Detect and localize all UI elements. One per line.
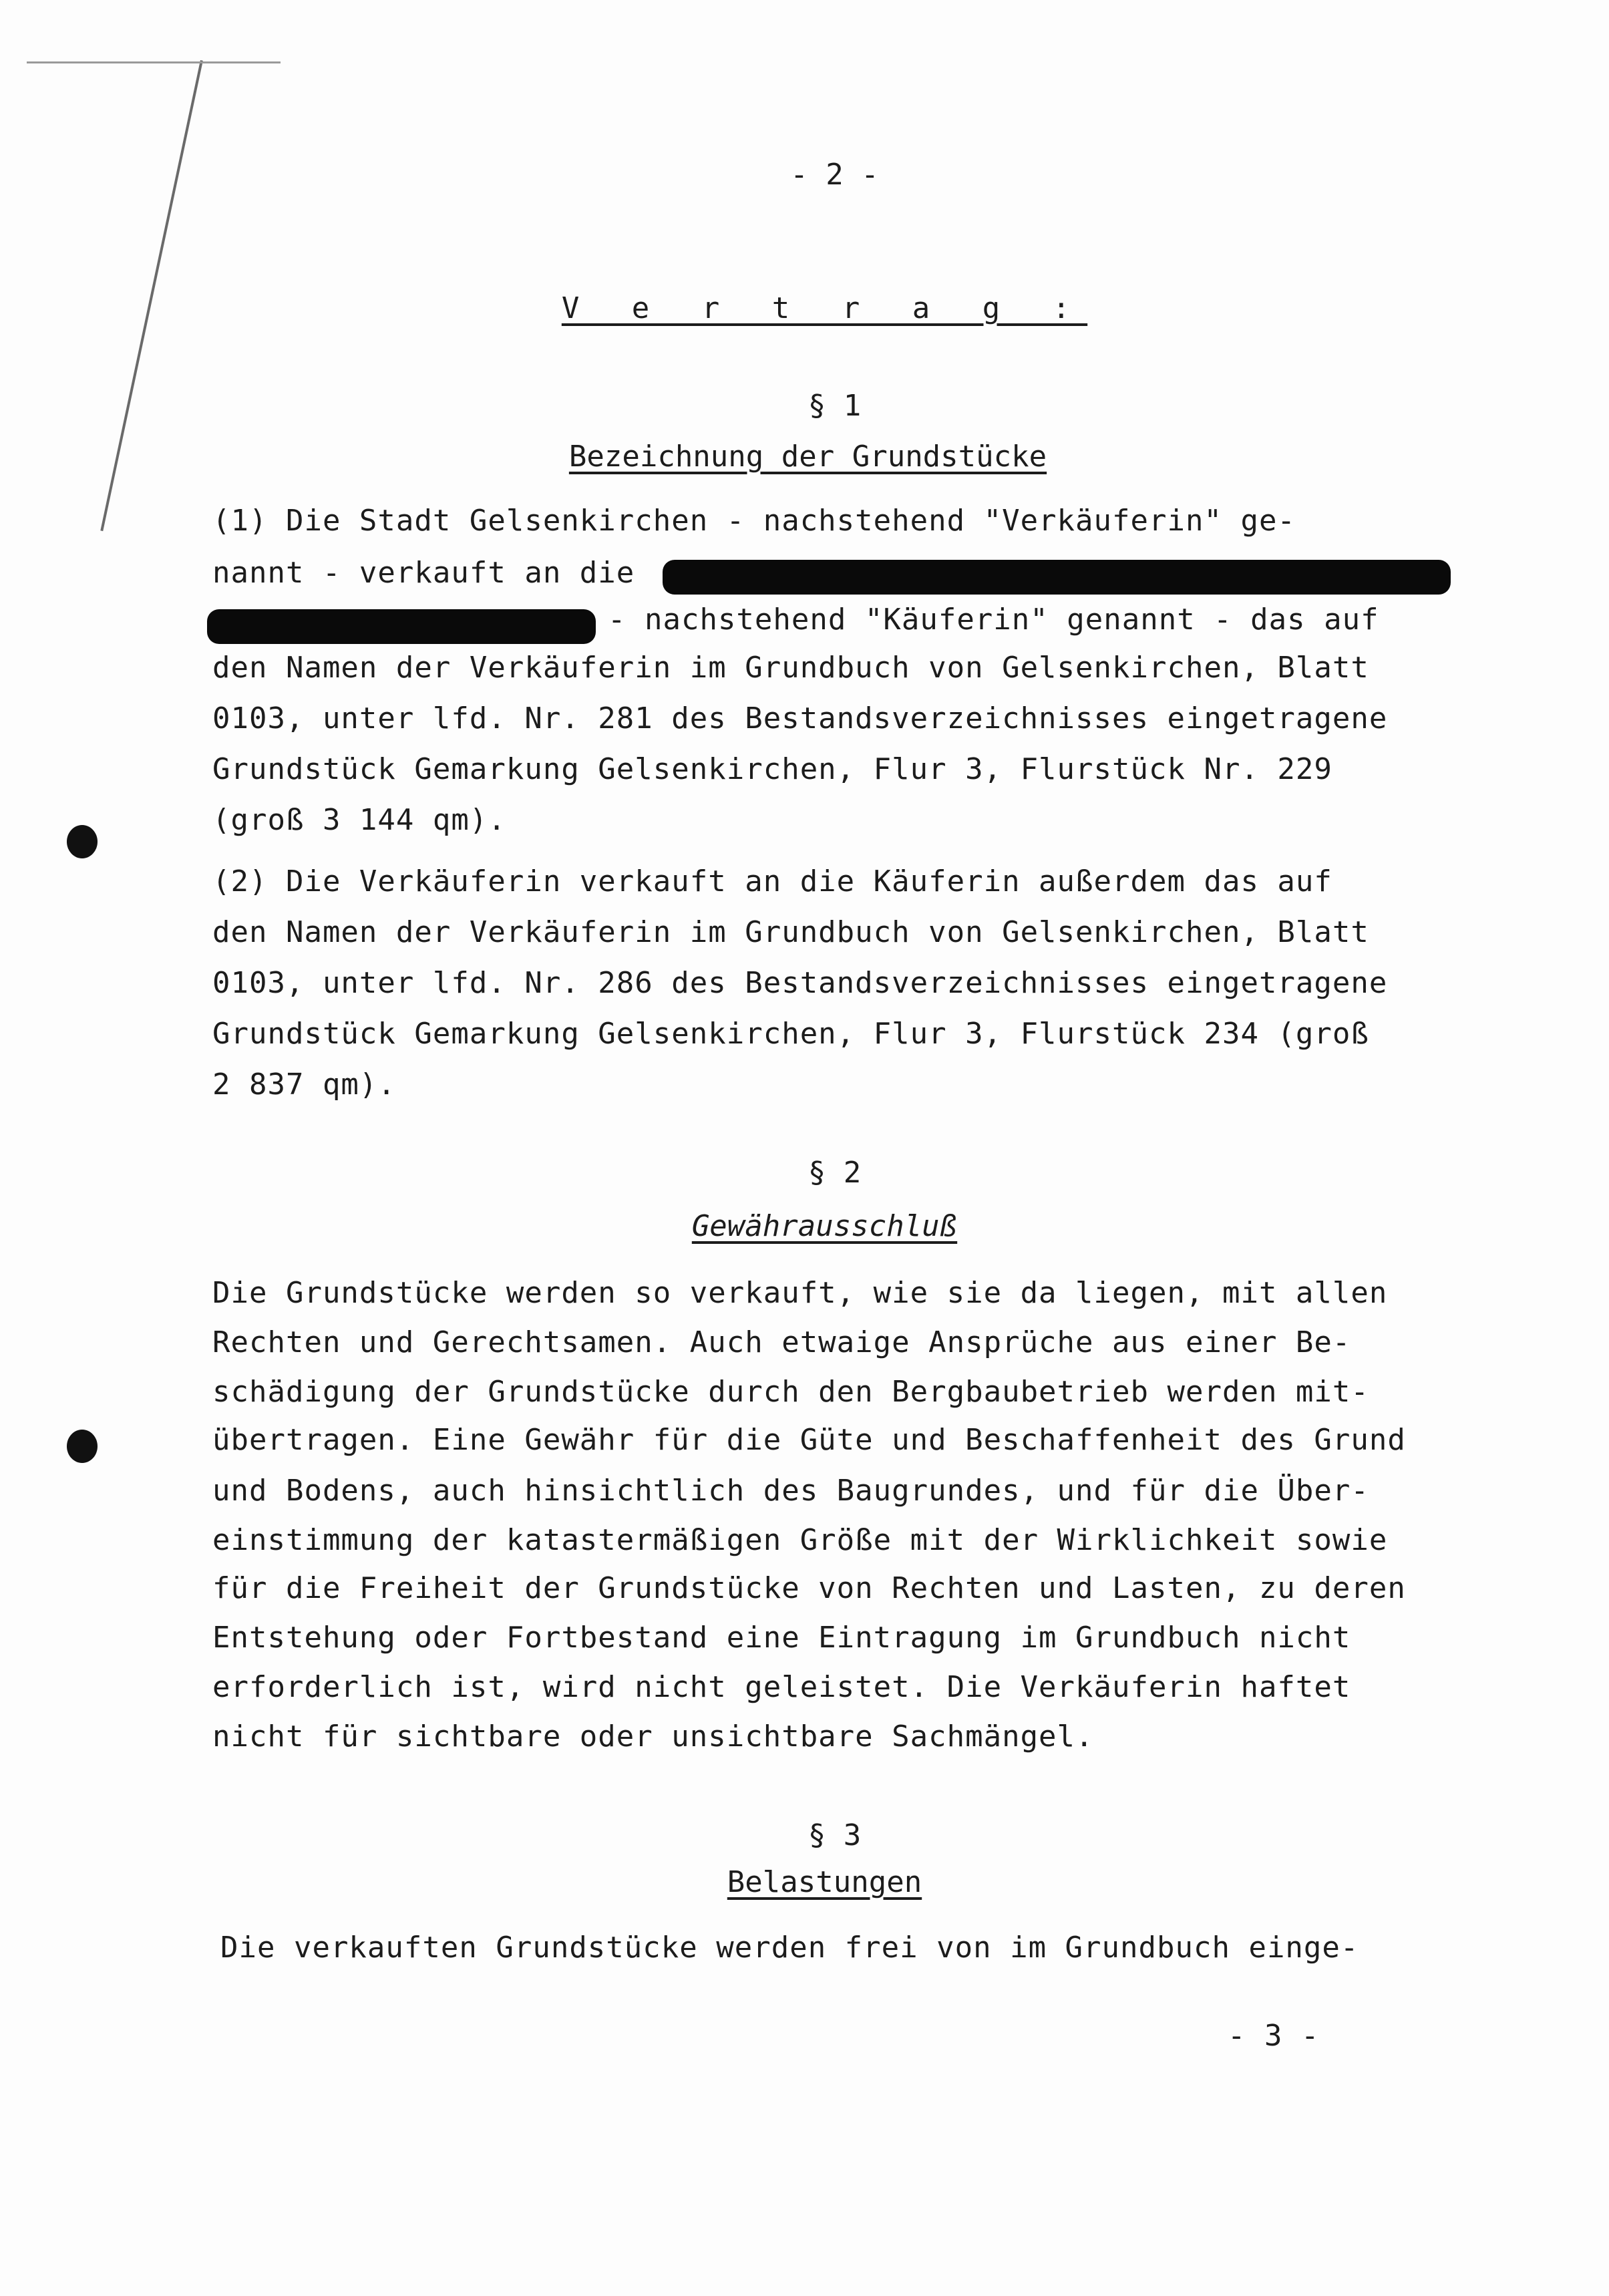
- section-1-line: Grundstück Gemarkung Gelsenkirchen, Flur 3, Flurstück 234 (groß: [212, 1017, 1369, 1051]
- section-1-line: (2) Die Verkäuferin verkauft an die Käuferin außerdem das auf: [212, 864, 1332, 898]
- section-2-number: § 2: [808, 1156, 862, 1190]
- section-3-number: § 3: [808, 1818, 862, 1852]
- section-1-line: 0103, unter lfd. Nr. 281 des Bestandsverzeichnisses eingetragene: [212, 701, 1388, 735]
- section-1-heading: Bezeichnung der Grundstücke: [568, 440, 1047, 474]
- section-2-line: und Bodens, auch hinsichtlich des Baugrundes, und für die Über-: [212, 1474, 1369, 1508]
- section-2-line: Die Grundstücke werden so verkauft, wie sie da liegen, mit allen: [212, 1276, 1388, 1310]
- section-2-line: schädigung der Grundstücke durch den Bergbaubetrieb werden mit-: [212, 1375, 1369, 1409]
- section-1-line: (1) Die Stadt Gelsenkirchen - nachstehend "Verkäuferin" ge-: [212, 504, 1296, 538]
- redaction-bar: [207, 609, 596, 644]
- scan-scratch-mark: [27, 61, 281, 63]
- redaction-bar: [663, 560, 1451, 595]
- punch-hole-mark: [67, 825, 98, 858]
- section-2-line: Rechten und Gerechtsamen. Auch etwaige Ansprüche aus einer Be-: [212, 1325, 1351, 1359]
- section-3-line: Die verkauften Grundstücke werden frei von im Grundbuch einge-: [220, 1931, 1359, 1965]
- section-2-line: übertragen. Eine Gewähr für die Güte und Beschaffenheit des Grund: [212, 1423, 1406, 1457]
- punch-hole-mark: [67, 1430, 98, 1463]
- section-1-line: nannt - verkauft an die: [212, 556, 635, 590]
- section-1-line: den Namen der Verkäuferin im Grundbuch von Gelsenkirchen, Blatt: [212, 651, 1369, 685]
- section-1-line: Grundstück Gemarkung Gelsenkirchen, Flur 3, Flurstück Nr. 229: [212, 752, 1332, 786]
- section-2-line: einstimmung der katastermäßigen Größe mit der Wirklichkeit sowie: [212, 1523, 1388, 1557]
- section-2-line: Entstehung oder Fortbestand eine Eintragung im Grundbuch nicht: [212, 1621, 1351, 1655]
- section-2-line: erforderlich ist, wird nicht geleistet. Die Verkäuferin haftet: [212, 1670, 1351, 1704]
- section-1-line: (groß 3 144 qm).: [212, 803, 506, 837]
- section-1-line: - nachstehend "Käuferin" genannt - das auf: [608, 603, 1379, 637]
- section-1-line: 0103, unter lfd. Nr. 286 des Bestandsverzeichnisses eingetragene: [212, 966, 1388, 1000]
- section-2-heading: Gewährausschluß: [691, 1209, 958, 1243]
- section-2-line: für die Freiheit der Grundstücke von Rechten und Lasten, zu deren: [212, 1571, 1406, 1605]
- section-1-line: den Namen der Verkäuferin im Grundbuch von Gelsenkirchen, Blatt: [212, 915, 1369, 949]
- section-1-number: § 1: [808, 389, 862, 423]
- section-2-line: nicht für sichtbare oder unsichtbare Sachmängel.: [212, 1719, 1094, 1754]
- section-1-line: 2 837 qm).: [212, 1068, 396, 1102]
- section-3-heading: Belastungen: [727, 1865, 922, 1899]
- page-number: - 2 -: [790, 158, 879, 192]
- next-page-indicator: - 3 -: [1228, 2019, 1320, 2053]
- document-title: V e r t r a g :: [561, 291, 1088, 325]
